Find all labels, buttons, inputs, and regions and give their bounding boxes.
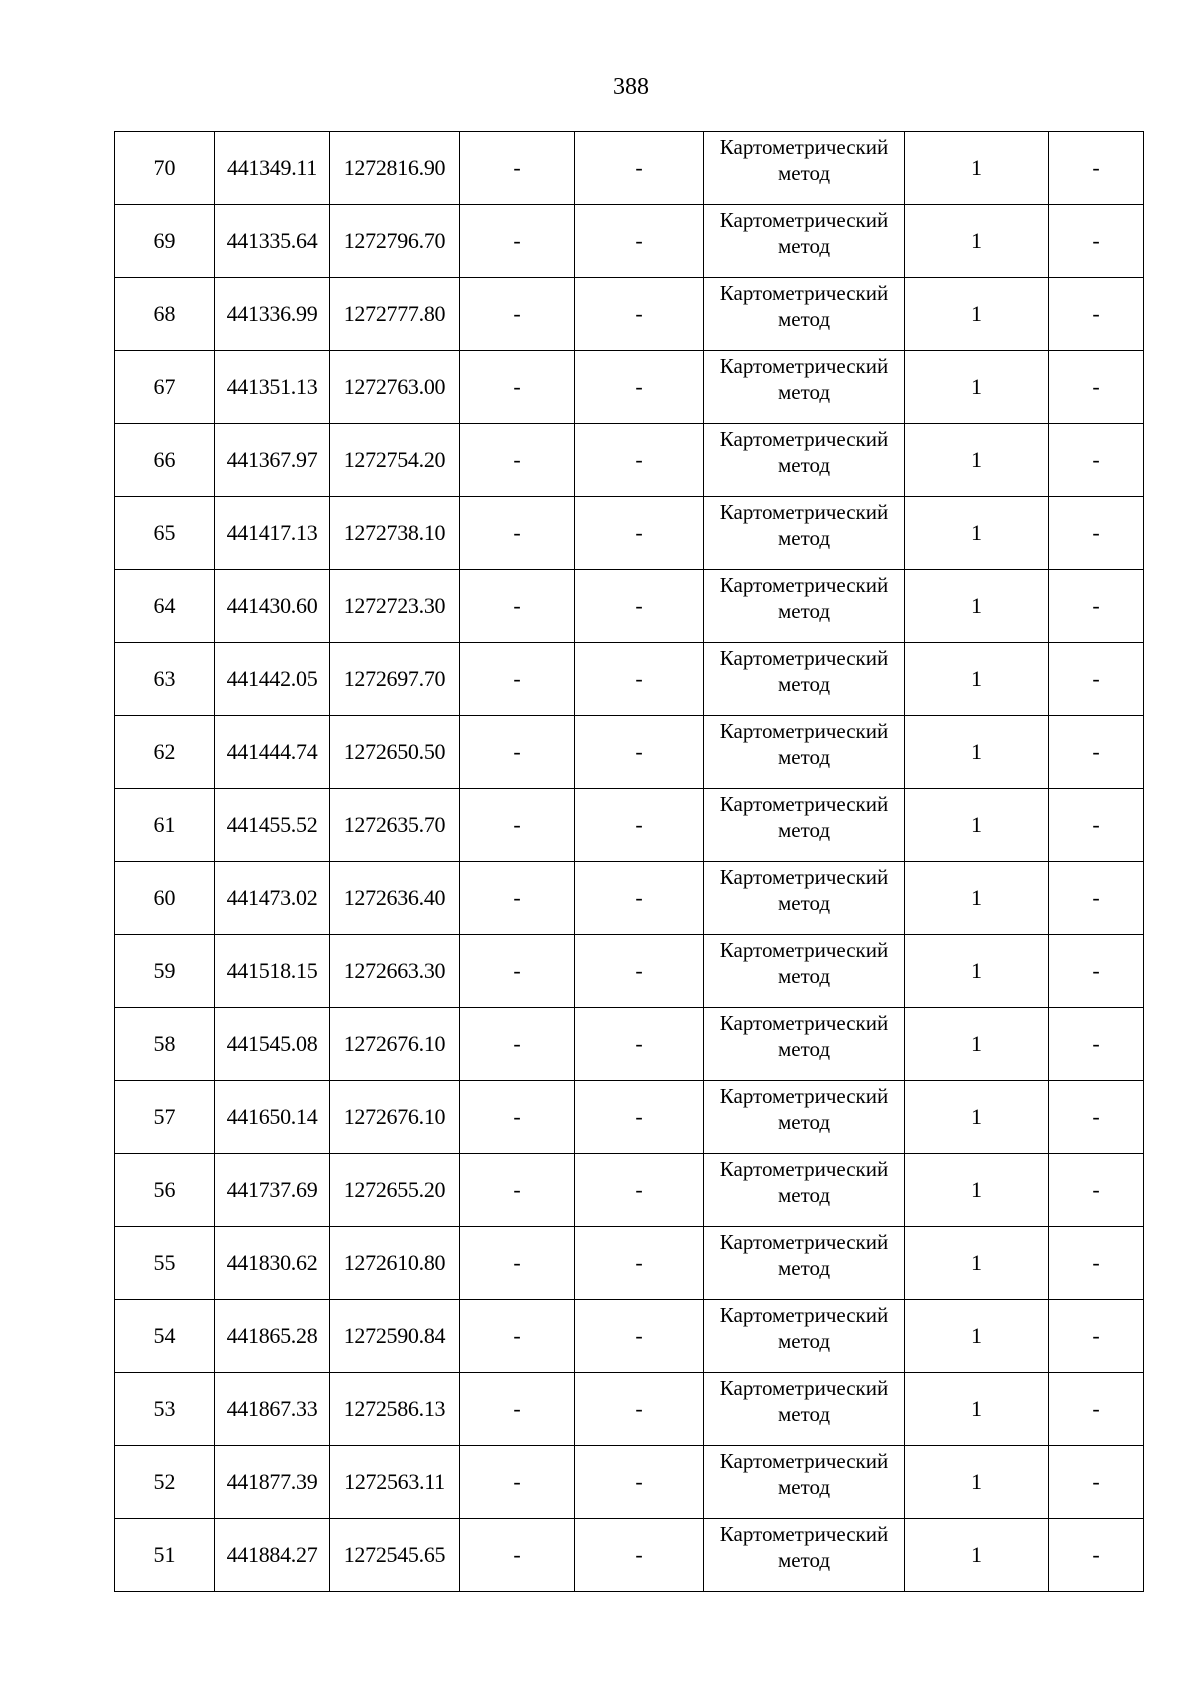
cell-method	[704, 1519, 905, 1592]
cell-method	[704, 1081, 905, 1154]
cell-y-coordinate: 1272676.10	[330, 1008, 460, 1081]
cell-method	[704, 643, 905, 716]
cell-y-coordinate: 1272635.70	[330, 789, 460, 862]
cell-method	[704, 1373, 905, 1446]
method-line: Картометрический	[719, 135, 889, 159]
cell-x-coordinate: 441737.69	[215, 1154, 330, 1227]
method-line: метод	[777, 234, 831, 258]
table-row	[115, 351, 1144, 424]
method-line: Картометрический	[719, 792, 889, 816]
cell-y-coordinate: 1272763.00	[330, 351, 460, 424]
table-row	[115, 716, 1144, 789]
cell-x-coordinate: 441367.97	[215, 424, 330, 497]
cell-y-coordinate: 1272636.40	[330, 862, 460, 935]
cell-y-coordinate: 1272590.84	[330, 1300, 460, 1373]
cell-x-coordinate: 441867.33	[215, 1373, 330, 1446]
cell-column-7: 1	[905, 205, 1049, 278]
method-line: метод	[777, 1256, 831, 1280]
method-line: Картометрический	[719, 1011, 889, 1035]
cell-column-7: 1	[905, 1154, 1049, 1227]
cell-point-number: 54	[115, 1300, 215, 1373]
cell-column-8: -	[1049, 424, 1144, 497]
cell-column-4: -	[460, 205, 575, 278]
cell-x-coordinate: 441335.64	[215, 205, 330, 278]
method-line: метод	[777, 161, 831, 185]
cell-column-8: -	[1049, 935, 1144, 1008]
method-line: метод	[777, 453, 831, 477]
cell-column-4: -	[460, 1081, 575, 1154]
cell-y-coordinate: 1272697.70	[330, 643, 460, 716]
cell-method	[704, 351, 905, 424]
cell-column-7: 1	[905, 935, 1049, 1008]
method-line: Картометрический	[719, 865, 889, 889]
cell-y-coordinate: 1272586.13	[330, 1373, 460, 1446]
cell-column-8: -	[1049, 351, 1144, 424]
cell-column-7: 1	[905, 1081, 1049, 1154]
cell-point-number: 60	[115, 862, 215, 935]
cell-column-8: -	[1049, 716, 1144, 789]
method-line: метод	[777, 1548, 831, 1572]
cell-column-5: -	[575, 424, 704, 497]
cell-column-5: -	[575, 1227, 704, 1300]
method-line: Картометрический	[719, 719, 889, 743]
cell-column-7: 1	[905, 716, 1049, 789]
cell-column-5: -	[575, 1373, 704, 1446]
cell-column-4: -	[460, 862, 575, 935]
cell-method	[704, 1227, 905, 1300]
method-line: Картометрический	[719, 1157, 889, 1181]
cell-column-8: -	[1049, 643, 1144, 716]
cell-column-5: -	[575, 1446, 704, 1519]
cell-method	[704, 497, 905, 570]
table-row	[115, 570, 1144, 643]
cell-column-4: -	[460, 1154, 575, 1227]
table-row	[115, 1081, 1144, 1154]
cell-point-number: 70	[115, 132, 215, 205]
table-row	[115, 1446, 1144, 1519]
cell-column-4: -	[460, 643, 575, 716]
table-row	[115, 424, 1144, 497]
cell-column-5: -	[575, 1519, 704, 1592]
cell-point-number: 68	[115, 278, 215, 351]
method-line: метод	[777, 1329, 831, 1353]
cell-column-5: -	[575, 497, 704, 570]
cell-column-5: -	[575, 570, 704, 643]
method-line: метод	[777, 1183, 831, 1207]
cell-x-coordinate: 441877.39	[215, 1446, 330, 1519]
cell-x-coordinate: 441473.02	[215, 862, 330, 935]
cell-column-8: -	[1049, 278, 1144, 351]
cell-y-coordinate: 1272754.20	[330, 424, 460, 497]
cell-column-7: 1	[905, 278, 1049, 351]
table-row	[115, 497, 1144, 570]
cell-x-coordinate: 441455.52	[215, 789, 330, 862]
table-row	[115, 1227, 1144, 1300]
cell-y-coordinate: 1272650.50	[330, 716, 460, 789]
method-line: Картометрический	[719, 1522, 889, 1546]
method-line: Картометрический	[719, 281, 889, 305]
method-line: метод	[777, 745, 831, 769]
cell-point-number: 58	[115, 1008, 215, 1081]
method-line: Картометрический	[719, 354, 889, 378]
cell-y-coordinate: 1272610.80	[330, 1227, 460, 1300]
table-row	[115, 1300, 1144, 1373]
cell-column-7: 1	[905, 862, 1049, 935]
cell-column-5: -	[575, 1081, 704, 1154]
cell-x-coordinate: 441336.99	[215, 278, 330, 351]
cell-column-5: -	[575, 1300, 704, 1373]
cell-x-coordinate: 441430.60	[215, 570, 330, 643]
cell-column-5: -	[575, 278, 704, 351]
cell-y-coordinate: 1272816.90	[330, 132, 460, 205]
cell-column-4: -	[460, 497, 575, 570]
page-number: 388	[613, 74, 649, 100]
table-row	[115, 278, 1144, 351]
cell-point-number: 55	[115, 1227, 215, 1300]
cell-column-4: -	[460, 1300, 575, 1373]
method-line: Картометрический	[719, 938, 889, 962]
cell-column-4: -	[460, 424, 575, 497]
cell-column-8: -	[1049, 789, 1144, 862]
cell-point-number: 66	[115, 424, 215, 497]
cell-column-4: -	[460, 1008, 575, 1081]
cell-column-5: -	[575, 935, 704, 1008]
cell-x-coordinate: 441351.13	[215, 351, 330, 424]
cell-column-5: -	[575, 789, 704, 862]
table-body	[115, 132, 1144, 1592]
cell-column-5: -	[575, 1008, 704, 1081]
method-line: Картометрический	[719, 1449, 889, 1473]
cell-column-7: 1	[905, 1008, 1049, 1081]
cell-x-coordinate: 441518.15	[215, 935, 330, 1008]
cell-point-number: 67	[115, 351, 215, 424]
cell-column-7: 1	[905, 1227, 1049, 1300]
cell-column-5: -	[575, 132, 704, 205]
cell-column-5: -	[575, 1154, 704, 1227]
cell-y-coordinate: 1272777.80	[330, 278, 460, 351]
cell-column-4: -	[460, 1446, 575, 1519]
cell-x-coordinate: 441442.05	[215, 643, 330, 716]
cell-method	[704, 424, 905, 497]
method-line: метод	[777, 891, 831, 915]
cell-y-coordinate: 1272723.30	[330, 570, 460, 643]
cell-column-7: 1	[905, 351, 1049, 424]
cell-column-4: -	[460, 132, 575, 205]
cell-column-4: -	[460, 278, 575, 351]
cell-column-8: -	[1049, 1227, 1144, 1300]
method-line: метод	[777, 1037, 831, 1061]
method-line: Картометрический	[719, 500, 889, 524]
cell-column-8: -	[1049, 1154, 1144, 1227]
cell-method	[704, 570, 905, 643]
method-line: метод	[777, 1110, 831, 1134]
method-line: метод	[777, 672, 831, 696]
cell-point-number: 69	[115, 205, 215, 278]
cell-method	[704, 789, 905, 862]
method-line: Картометрический	[719, 1376, 889, 1400]
cell-column-8: -	[1049, 1373, 1144, 1446]
cell-column-7: 1	[905, 643, 1049, 716]
cell-point-number: 65	[115, 497, 215, 570]
cell-y-coordinate: 1272563.11	[330, 1446, 460, 1519]
cell-point-number: 53	[115, 1373, 215, 1446]
method-line: метод	[777, 599, 831, 623]
method-line: метод	[777, 964, 831, 988]
cell-x-coordinate: 441884.27	[215, 1519, 330, 1592]
cell-x-coordinate: 441349.11	[215, 132, 330, 205]
cell-point-number: 63	[115, 643, 215, 716]
cell-method	[704, 1154, 905, 1227]
cell-column-4: -	[460, 351, 575, 424]
cell-method	[704, 205, 905, 278]
cell-y-coordinate: 1272655.20	[330, 1154, 460, 1227]
cell-column-4: -	[460, 789, 575, 862]
cell-column-8: -	[1049, 497, 1144, 570]
table-row	[115, 862, 1144, 935]
cell-point-number: 62	[115, 716, 215, 789]
method-line: Картометрический	[719, 208, 889, 232]
cell-column-7: 1	[905, 789, 1049, 862]
cell-column-4: -	[460, 1519, 575, 1592]
method-line: Картометрический	[719, 646, 889, 670]
cell-point-number: 61	[115, 789, 215, 862]
cell-method	[704, 278, 905, 351]
cell-method	[704, 132, 905, 205]
cell-point-number: 64	[115, 570, 215, 643]
cell-method	[704, 1008, 905, 1081]
method-line: метод	[777, 307, 831, 331]
table-row	[115, 1154, 1144, 1227]
method-line: Картометрический	[719, 1230, 889, 1254]
cell-column-4: -	[460, 1227, 575, 1300]
cell-method	[704, 716, 905, 789]
cell-column-7: 1	[905, 497, 1049, 570]
method-line: метод	[777, 526, 831, 550]
cell-column-4: -	[460, 935, 575, 1008]
cell-method	[704, 1300, 905, 1373]
cell-x-coordinate: 441545.08	[215, 1008, 330, 1081]
cell-column-7: 1	[905, 1519, 1049, 1592]
cell-y-coordinate: 1272796.70	[330, 205, 460, 278]
cell-x-coordinate: 441444.74	[215, 716, 330, 789]
cell-column-8: -	[1049, 1300, 1144, 1373]
cell-column-5: -	[575, 643, 704, 716]
table-row	[115, 132, 1144, 205]
table-row	[115, 789, 1144, 862]
cell-column-8: -	[1049, 1446, 1144, 1519]
cell-column-7: 1	[905, 570, 1049, 643]
method-line: Картометрический	[719, 1303, 889, 1327]
cell-column-4: -	[460, 1373, 575, 1446]
method-line: метод	[777, 818, 831, 842]
cell-x-coordinate: 441650.14	[215, 1081, 330, 1154]
method-line: Картометрический	[719, 1084, 889, 1108]
cell-column-7: 1	[905, 1446, 1049, 1519]
cell-method	[704, 935, 905, 1008]
method-line: метод	[777, 380, 831, 404]
method-line: Картометрический	[719, 427, 889, 451]
cell-column-8: -	[1049, 862, 1144, 935]
cell-x-coordinate: 441417.13	[215, 497, 330, 570]
table-row	[115, 643, 1144, 716]
cell-column-7: 1	[905, 424, 1049, 497]
cell-point-number: 57	[115, 1081, 215, 1154]
cell-point-number: 52	[115, 1446, 215, 1519]
table-row	[115, 1008, 1144, 1081]
method-line: Картометрический	[719, 573, 889, 597]
coordinates-table	[114, 131, 1144, 1592]
cell-column-7: 1	[905, 1300, 1049, 1373]
table-row	[115, 1519, 1144, 1592]
cell-column-4: -	[460, 716, 575, 789]
cell-column-7: 1	[905, 132, 1049, 205]
cell-column-7: 1	[905, 1373, 1049, 1446]
cell-column-8: -	[1049, 1081, 1144, 1154]
cell-method	[704, 1446, 905, 1519]
cell-column-5: -	[575, 716, 704, 789]
cell-point-number: 59	[115, 935, 215, 1008]
cell-x-coordinate: 441830.62	[215, 1227, 330, 1300]
cell-method	[704, 862, 905, 935]
cell-column-5: -	[575, 205, 704, 278]
cell-column-4: -	[460, 570, 575, 643]
method-line: метод	[777, 1402, 831, 1426]
cell-y-coordinate: 1272663.30	[330, 935, 460, 1008]
cell-column-8: -	[1049, 205, 1144, 278]
cell-x-coordinate: 441865.28	[215, 1300, 330, 1373]
cell-column-5: -	[575, 351, 704, 424]
cell-y-coordinate: 1272676.10	[330, 1081, 460, 1154]
table-row	[115, 205, 1144, 278]
cell-column-5: -	[575, 862, 704, 935]
table-row	[115, 935, 1144, 1008]
cell-column-8: -	[1049, 1008, 1144, 1081]
cell-column-8: -	[1049, 570, 1144, 643]
cell-point-number: 56	[115, 1154, 215, 1227]
cell-point-number: 51	[115, 1519, 215, 1592]
cell-y-coordinate: 1272545.65	[330, 1519, 460, 1592]
table-row	[115, 1373, 1144, 1446]
cell-column-8: -	[1049, 132, 1144, 205]
cell-y-coordinate: 1272738.10	[330, 497, 460, 570]
cell-column-8: -	[1049, 1519, 1144, 1592]
method-line: метод	[777, 1475, 831, 1499]
